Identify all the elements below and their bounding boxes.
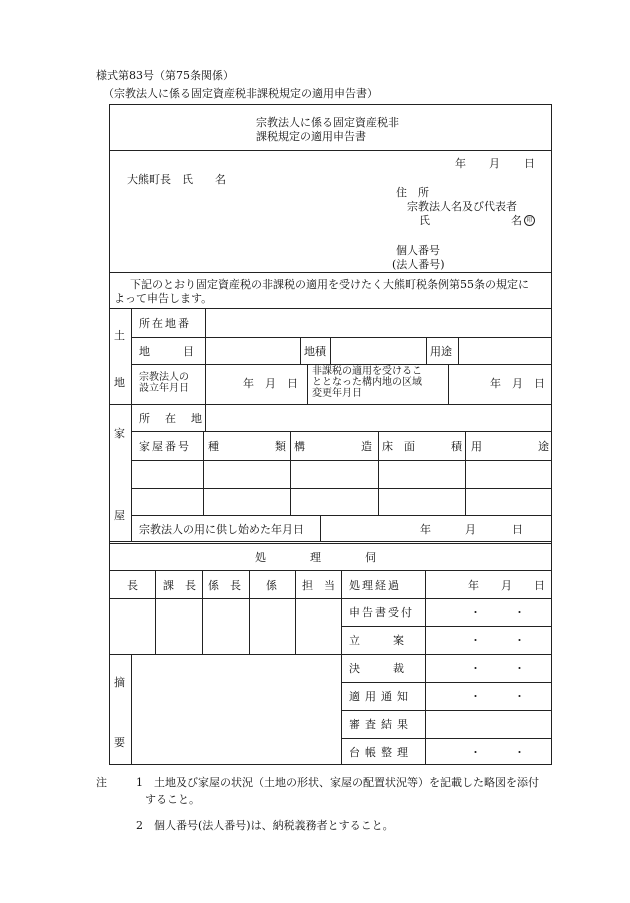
notes-label: 注 [96, 776, 107, 789]
land-side-bottom: 地 [114, 376, 125, 389]
step-value: ・ ・ [470, 606, 525, 619]
grid-line [341, 682, 552, 683]
col-floor-right: 積 [451, 440, 462, 453]
col-use-left: 用 [471, 440, 482, 453]
form-number: 様式第83号（第75条関係） [96, 69, 234, 82]
step-value: ・ ・ [470, 634, 525, 647]
grid-line [205, 308, 206, 404]
role-in-charge: 担 当 [302, 579, 335, 592]
grid-line [425, 570, 426, 765]
date-year: 年 [455, 157, 466, 170]
grid-line [300, 337, 301, 364]
grid-line [341, 626, 552, 627]
form-title-line2: 課税規定の適用申告書 [256, 130, 366, 143]
grid-line [290, 431, 291, 515]
change-label-3: 変更年月日 [312, 388, 362, 399]
double-divider [109, 541, 552, 544]
grid-line [109, 598, 341, 599]
addressee-name-label: 氏 名 [182, 173, 226, 186]
grid-line [131, 488, 552, 489]
step-value: ・ ・ [470, 662, 525, 675]
grid-line [109, 570, 552, 571]
col-structure-right: 造 [361, 440, 372, 453]
note-1-number: 1 [136, 776, 143, 789]
grid-line [131, 364, 552, 365]
grid-line [341, 710, 552, 711]
divider [109, 150, 552, 151]
grid-line [155, 570, 156, 654]
grid-line [203, 431, 204, 515]
col-structure-left: 構 [294, 440, 305, 453]
land-category-label: 地 目 [139, 345, 194, 358]
col-kind-left: 種 [208, 440, 219, 453]
name-suffix: 名 [511, 214, 522, 227]
started-year: 年 [420, 523, 431, 536]
grid-line [202, 570, 203, 654]
remarks-bottom: 要 [114, 736, 125, 749]
statement-line2: よって申告します。 [114, 292, 213, 305]
change-label-1: 非課税の適用を受けるこ [312, 366, 422, 377]
seal-icon: 印 [524, 215, 535, 226]
grid-line [426, 337, 427, 364]
org-label: 宗教法人名及び代表者 [407, 200, 517, 213]
col-house-number: 家屋番号 [139, 440, 191, 453]
grid-line [205, 404, 206, 431]
established-label-1: 宗教法人の [139, 372, 189, 383]
step-label: 立 案 [349, 634, 404, 647]
grid-line [249, 570, 250, 654]
grid-line [465, 431, 466, 515]
grid-line [341, 738, 552, 739]
step-value: ・ ・ [470, 690, 525, 703]
note-2-text: 個人番号(法人番号)は、納税義務者とすること。 [154, 819, 394, 832]
building-side-top: 家 [114, 427, 125, 440]
corp-number-label: (法人番号) [392, 258, 445, 271]
processing-header: 処 理 伺 [255, 551, 376, 564]
land-side-divider [131, 308, 132, 404]
grid-line [320, 515, 321, 541]
grid-line [378, 431, 379, 515]
building-side-bottom: 屋 [114, 509, 125, 522]
name-label: 氏 [419, 214, 430, 227]
form-subtitle: （宗教法人に係る固定資産税非課税規定の適用申告書） [103, 87, 378, 100]
step-label: 申告書受付 [349, 606, 414, 619]
started-label: 宗教法人の用に供し始めた年月日 [139, 523, 304, 536]
remarks-top: 摘 [114, 676, 125, 689]
note-2-number: 2 [136, 819, 143, 832]
step-label: 処理経過 [349, 579, 401, 592]
started-day: 日 [512, 523, 523, 536]
col-use-right: 途 [538, 440, 549, 453]
step-label: 審査結果 [349, 718, 413, 731]
land-area-label: 地積 [304, 345, 326, 358]
change-label-2: ととなった構内地の区域 [312, 377, 422, 388]
grid-line [131, 431, 552, 432]
address-label: 住 所 [396, 186, 429, 199]
divider [109, 308, 552, 309]
grid-line [131, 460, 552, 461]
role-staff: 係 [266, 579, 277, 592]
grid-line [341, 570, 342, 765]
role-section-chief: 課 長 [163, 579, 196, 592]
step-label: 台帳整理 [349, 746, 413, 759]
grid-line [341, 654, 552, 655]
grid-line [131, 337, 552, 338]
grid-line [131, 654, 132, 765]
form-title-line1: 宗教法人に係る固定資産税非 [256, 116, 399, 129]
addressee: 大熊町長 [127, 173, 171, 186]
grid-line [458, 337, 459, 364]
land-location-label: 所在地番 [139, 317, 191, 330]
col-floor-left: 床 面 [382, 440, 415, 453]
note-1-line1: 土地及び家屋の状況（土地の形状、家屋の配置状況等）を記載した略図を添付 [154, 776, 539, 789]
started-month: 月 [465, 523, 476, 536]
date-day: 日 [524, 157, 535, 170]
col-kind-right: 類 [275, 440, 286, 453]
land-use-label: 用途 [430, 345, 452, 358]
grid-line [109, 654, 341, 655]
grid-line [295, 570, 296, 654]
building-location-label: 所 在 地 [139, 412, 204, 425]
step-label: 決 裁 [349, 662, 404, 675]
statement-line1: 下記のとおり固定資産税の非課税の適用を受けたく大熊町税条例第55条の規定に [130, 278, 529, 291]
date-month: 月 [489, 157, 500, 170]
building-side-divider [131, 404, 132, 541]
grid-line [330, 337, 331, 364]
step-value: 年 月 日 [468, 579, 545, 592]
step-label: 適用通知 [349, 690, 413, 703]
divider [109, 404, 552, 405]
grid-line [307, 364, 308, 404]
established-label-2: 設立年月日 [139, 383, 189, 394]
role-head: 長 [127, 579, 138, 592]
role-subsection-chief: 係 長 [208, 579, 241, 592]
note-1-line2: すること。 [145, 793, 200, 806]
grid-line [448, 364, 449, 404]
step-value: ・ ・ [470, 746, 525, 759]
grid-line [341, 598, 552, 599]
change-date: 年 月 日 [490, 377, 545, 390]
divider [109, 272, 552, 273]
land-side-top: 土 [114, 329, 125, 342]
number-label: 個人番号 [396, 244, 440, 257]
grid-line [131, 515, 552, 516]
established-date: 年 月 日 [243, 377, 298, 390]
